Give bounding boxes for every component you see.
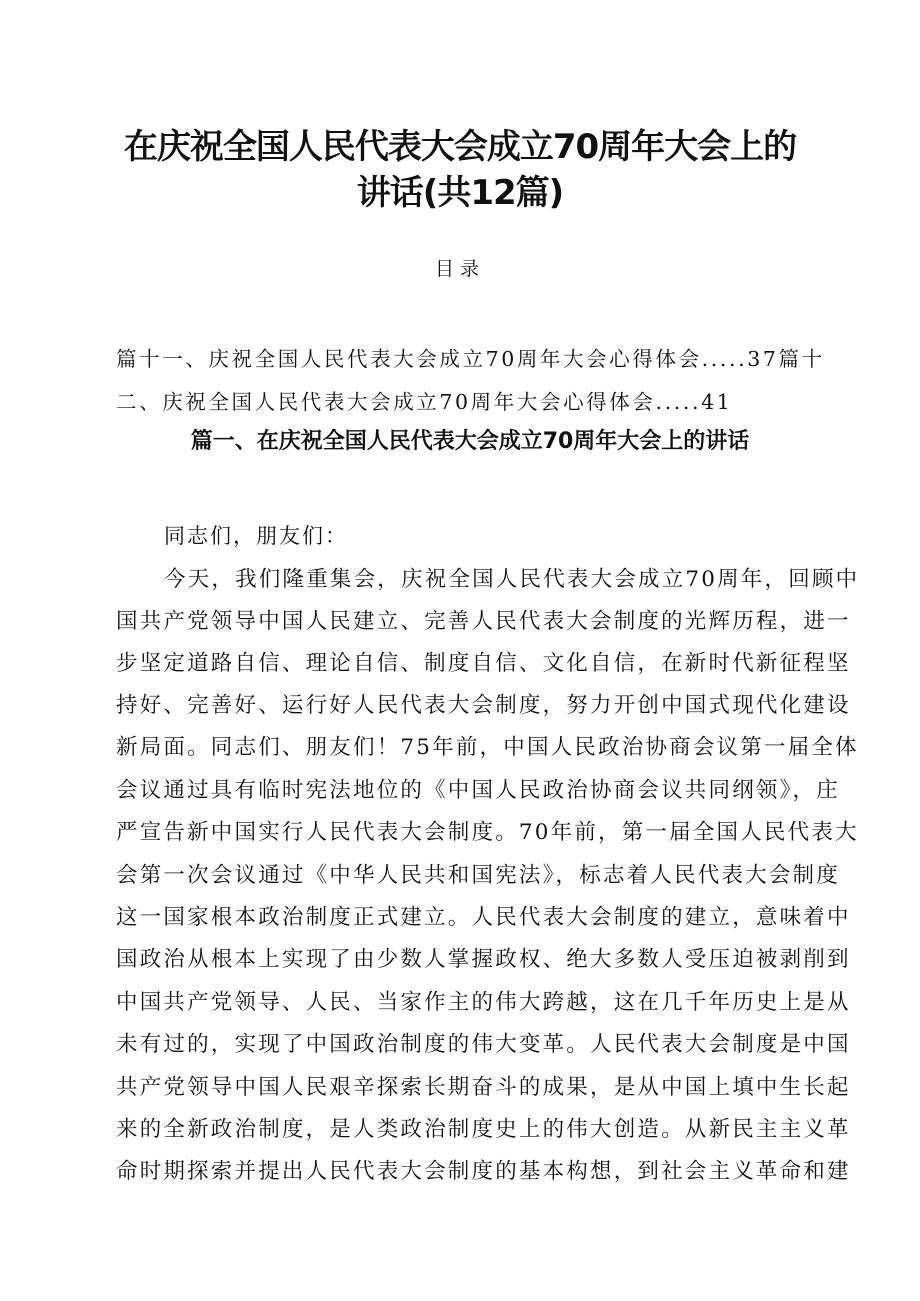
body-line: 步坚定道路自信、理论自信、制度自信、文化自信，在新时代新征程坚 <box>116 651 851 676</box>
toc-entry-line-1[interactable]: 篇十一、庆祝全国人民代表大会成立70周年大会心得体会.....37篇十 <box>116 347 825 371</box>
body-line: 命时期探索并提出人民代表大会制度的基本构想，到社会主义革命和建 <box>116 1159 851 1184</box>
body-line: 未有过的，实现了中国政治制度的伟大变革。人民代表大会制度是中国 <box>116 1032 851 1057</box>
body-line: 中国共产党领导、人民、当家作主的伟大跨越，这在几千年历史上是从 <box>116 990 851 1015</box>
document-title-line-1: 在庆祝全国人民代表大会成立70周年大会上的 <box>123 127 797 167</box>
salutation: 同志们，朋友们： <box>164 524 348 548</box>
body-line: 来的全新政治制度，是人类政治制度史上的伟大创造。从新民主主义革 <box>116 1117 851 1142</box>
body-line: 持好、完善好、运行好人民代表大会制度，努力开创中国式现代化建设 <box>116 693 851 718</box>
body-line: 今天，我们隆重集会，庆祝全国人民代表大会成立70周年，回顾中 <box>164 567 860 592</box>
body-line: 新局面。同志们、朋友们！75年前，中国人民政治协商会议第一届全体 <box>116 735 859 760</box>
body-line: 会议通过具有临时宪法地位的《中国人民政治协商会议共同纲领》，庄 <box>116 778 840 803</box>
toc-entry-line-2[interactable]: 二、庆祝全国人民代表大会成立70周年大会心得体会.....41 <box>116 390 733 414</box>
body-line: 国共产党领导中国人民建立、完善人民代表大会制度的光辉历程，进一 <box>116 609 851 634</box>
section-heading: 篇一、在庆祝全国人民代表大会成立70周年大会上的讲话 <box>190 429 750 454</box>
toc-heading: 目录 <box>434 258 485 280</box>
body-line: 国政治从根本上实现了由少数人掌握政权、绝大多数人受压迫被剥削到 <box>116 947 851 972</box>
body-line: 会第一次会议通过《中华人民共和国宪法》，标志着人民代表大会制度 <box>116 863 840 888</box>
body-line: 严宣告新中国实行人民代表大会制度。70年前，第一届全国人民代表大 <box>116 820 859 845</box>
body-line: 共产党领导中国人民艰辛探索长期奋斗的成果，是从中国上填中生长起 <box>116 1075 851 1100</box>
body-line: 这一国家根本政治制度正式建立。人民代表大会制度的建立，意味着中 <box>116 905 851 930</box>
document-title-line-2: 讲话(共12篇) <box>356 173 564 213</box>
